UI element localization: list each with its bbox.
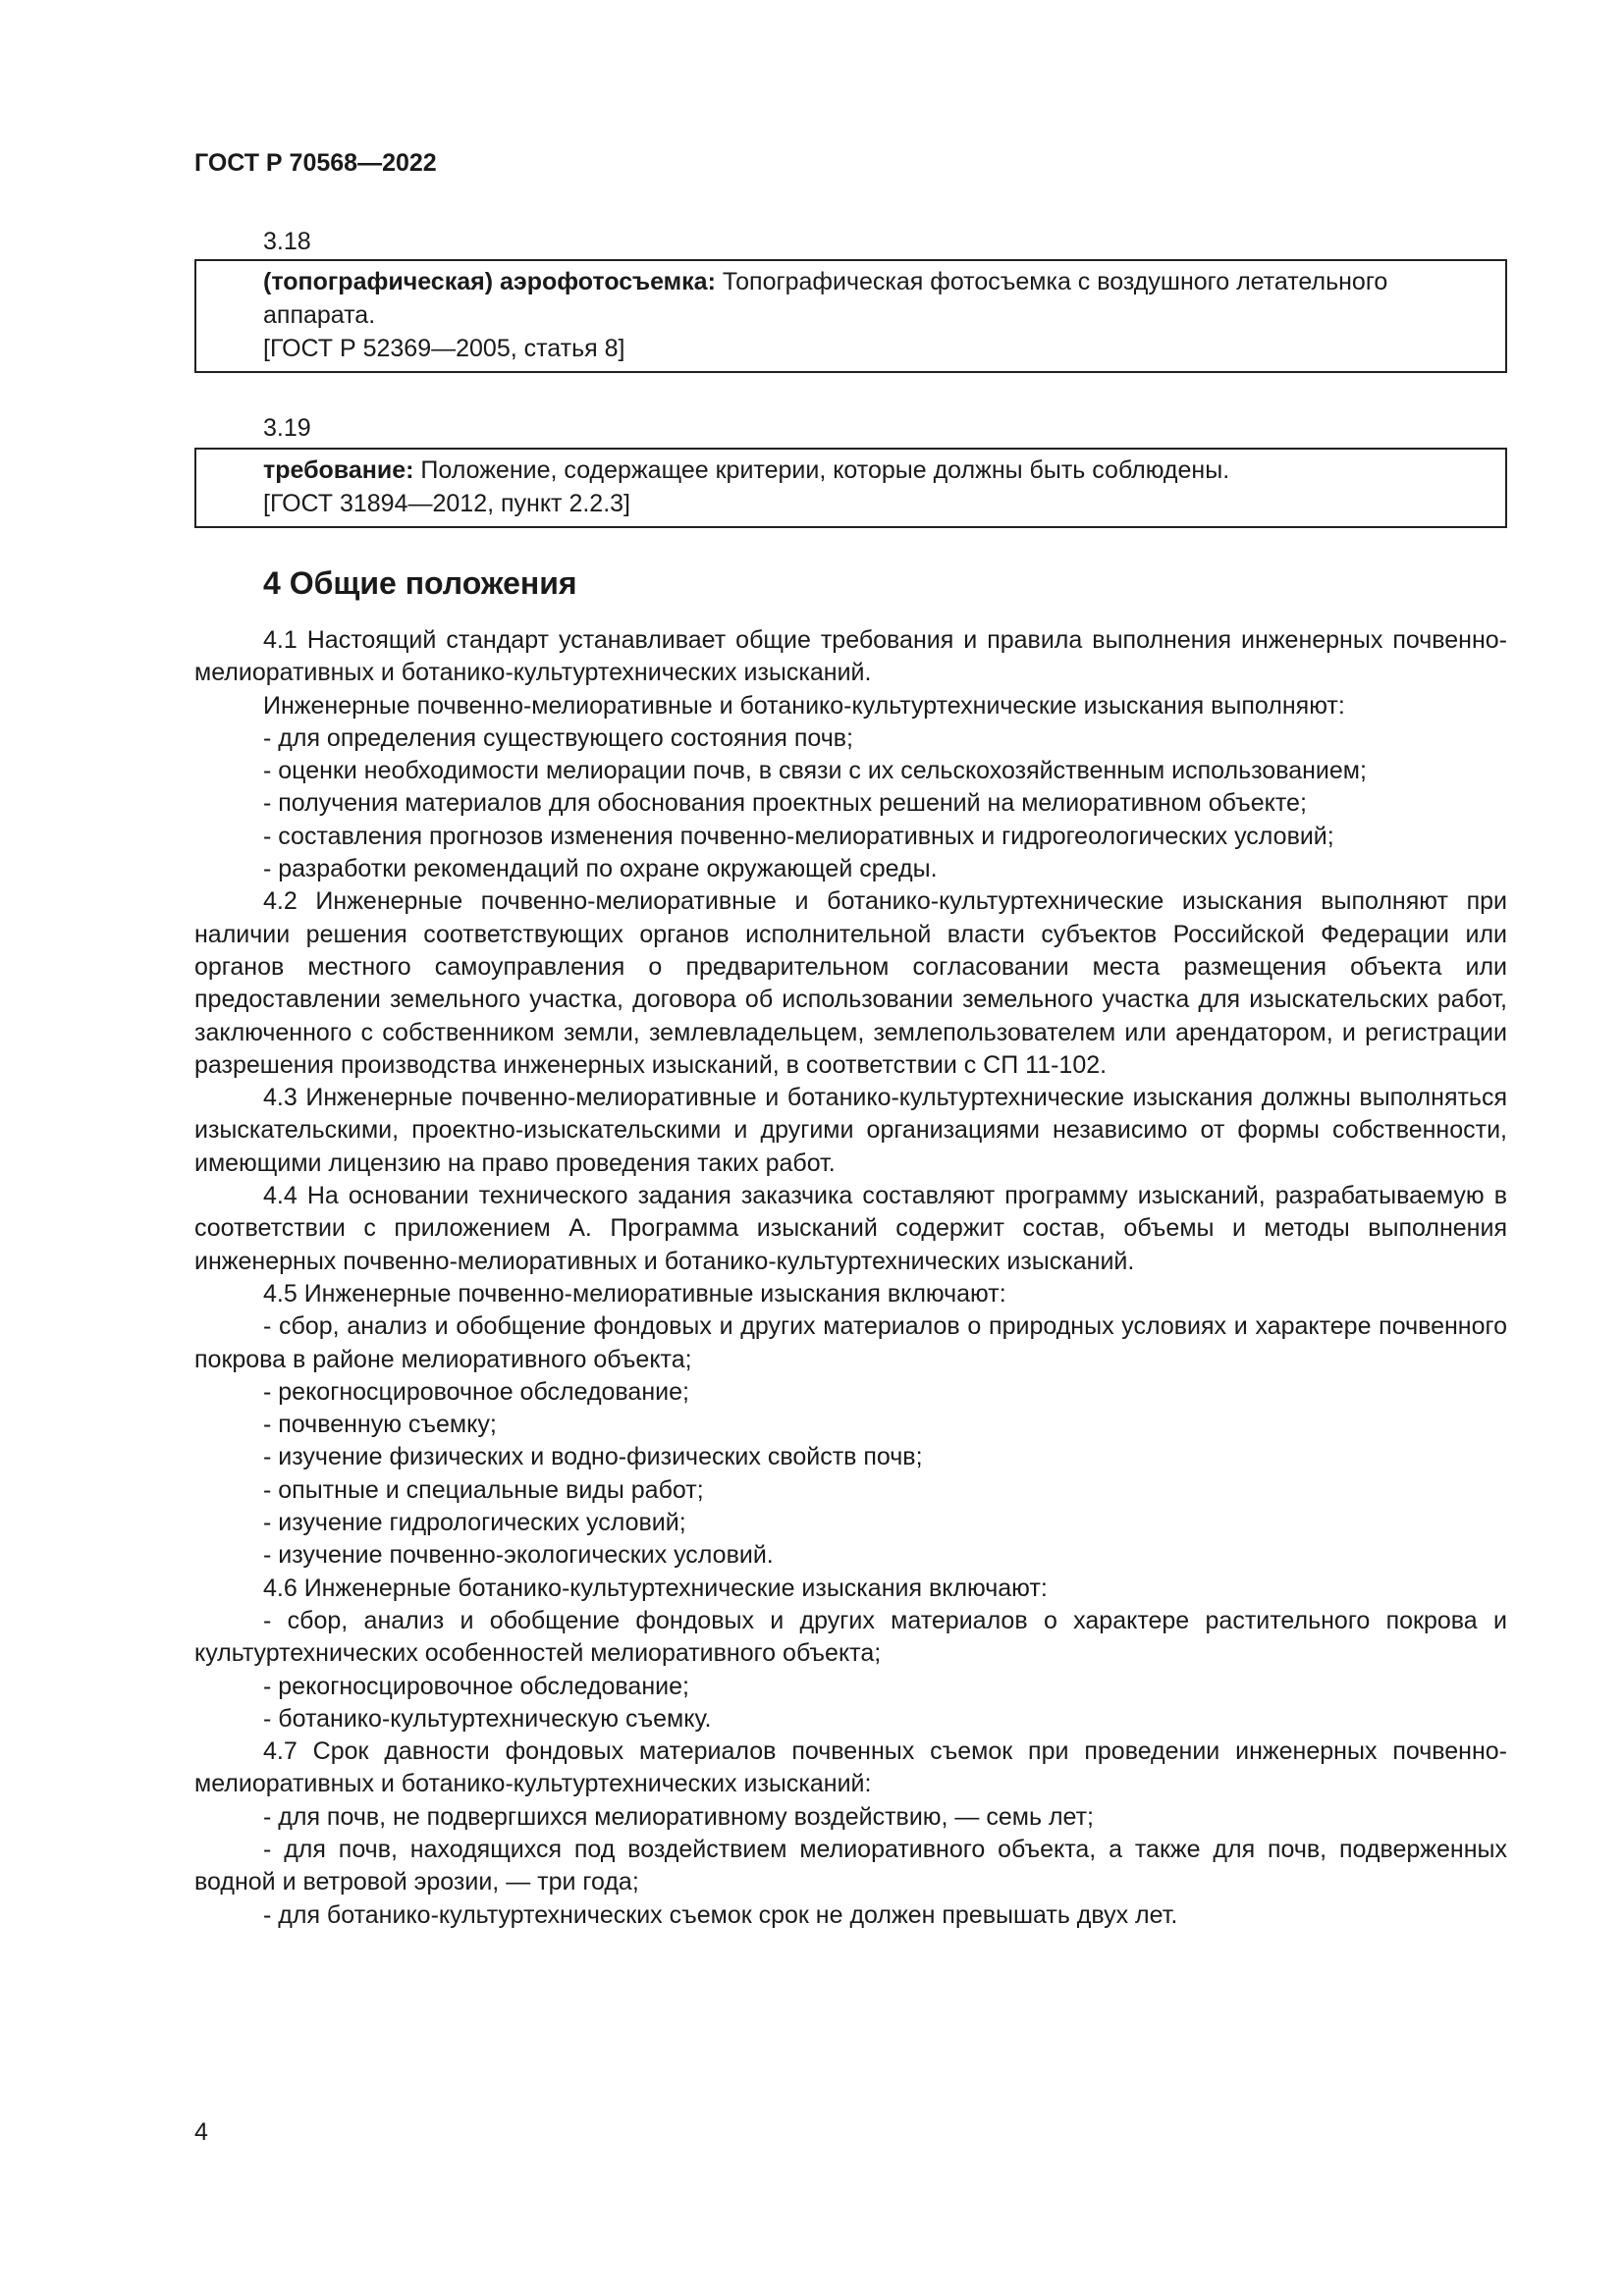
list-item: - сбор, анализ и обобщение фондовых и других материалов о характере растительного покрова и культуртехнических особенностей мелиоративного объекта; [194,1606,1507,1668]
term-definition-box [194,259,1507,373]
list-item: - разработки рекомендаций по охране окружающей среды. [263,855,938,883]
paragraph: 4.7 Срок давности фондовых материалов почвенных съемок при проведении инженерных почвенно-мелиоративных и ботанико-культуртехнических изысканий: [194,1737,1507,1798]
list-item: - для ботанико-культуртехнических съемок срок не должен превышать двух лет. [263,1900,1178,1929]
list-item: - почвенную съемку; [263,1411,497,1439]
term-name: (топографическая) аэрофотосъемка: [263,268,716,295]
section-body [194,624,1507,1932]
document-header: ГОСТ Р 70568—2022 [194,149,437,177]
term-definition: Топографическая фотосъемка с воздушного летательного аппарата. [263,268,1388,329]
paragraph: 4.4 На основании технического задания заказчика составляют программу изысканий, разрабатываемую в соответствии с приложением А. Программа изысканий содержит состав, объемы и методы выполнения инженерных почвенно-мелиоративных и ботанико-культуртехнических изысканий. [194,1182,1507,1275]
paragraph: 4.3 Инженерные почвенно-мелиоративные и ботанико-культуртехнические изыскания должны выполняться изыскательскими, проектно-изыскательскими и другими организациями независимо от формы собственности, имеющими лицензию на право проведения таких работ. [194,1084,1507,1177]
term-text [212,265,1489,332]
list-item: - рекогносцировочное обследование; [263,1672,689,1700]
list-item: - составления прогнозов изменения почвенно-мелиоративных и гидрогеологических условий; [263,822,1334,850]
list-item: - для определения существующего состояния почв; [263,723,853,752]
list-item: - получения материалов для обоснования проектных решений на мелиоративном объекте; [263,789,1307,818]
term-number: 3.19 [263,414,311,442]
list-item: - ботанико-культуртехническую съемку. [263,1704,712,1733]
list-item: - изучение физических и водно-физических свойств почв; [263,1443,923,1471]
paragraph: 4.6 Инженерные ботанико-культуртехнические изыскания включают: [263,1574,1048,1602]
list-item: - для почв, не подвергшихся мелиоративному воздействию, — семь лет; [263,1802,1094,1831]
term-text [212,454,1489,487]
paragraph: 4.2 Инженерные почвенно-мелиоративные и ботанико-культуртехнические изыскания выполняют при наличии решения соответствующих органов исполнительной власти субъектов Российской Федерации или органов местного самоуправления о предварительном согласовании места размещения объекта или предоставлении земельного участка, договора об использовании земельного участка для изыскательских работ, заключенного с собственником земли, землевладельцем, землепользователем или арендатором, и регистрации разрешения производства инженерных изысканий, в соответствии с СП 11-102. [194,887,1507,1079]
term-source: [ГОСТ 31894—2012, пункт 2.2.3] [263,490,630,517]
list-item: - для почв, находящихся под воздействием мелиоративного объекта, а также для почв, подверженных водной и ветровой эрозии, — три года; [194,1835,1507,1896]
list-item: - изучение почвенно-экологических условий. [263,1541,774,1570]
page-number: 4 [194,2118,208,2146]
paragraph: 4.1 Настоящий стандарт устанавливает общие требования и правила выполнения инженерных почвенно-мелиоративных и ботанико-культуртехнических изысканий. [194,626,1507,687]
term-definition: Положение, содержащее критерии, которые должны быть соблюдены. [413,456,1230,484]
list-item: - рекогносцировочное обследование; [263,1377,689,1406]
term-source: [ГОСТ Р 52369—2005, статья 8] [263,335,625,362]
list-item: - изучение гидрологических условий; [263,1509,686,1537]
list-item: - оценки необходимости мелиорации почв, в связи с их сельскохозяйственным использованием; [263,757,1367,785]
term-definition-box [194,448,1507,528]
term-name: требование: [263,456,414,484]
paragraph: Инженерные почвенно-мелиоративные и ботанико-культуртехнические изыскания выполняют: [263,691,1345,720]
paragraph: 4.5 Инженерные почвенно-мелиоративные изыскания включают: [263,1279,1006,1308]
list-item: - сбор, анализ и обобщение фондовых и других материалов о природных условиях и характере почвенного покрова в районе мелиоративного объекта; [194,1312,1507,1373]
term-number: 3.18 [263,228,311,255]
section-title: 4 Общие положения [263,565,577,601]
list-item: - опытные и специальные виды работ; [263,1475,704,1504]
